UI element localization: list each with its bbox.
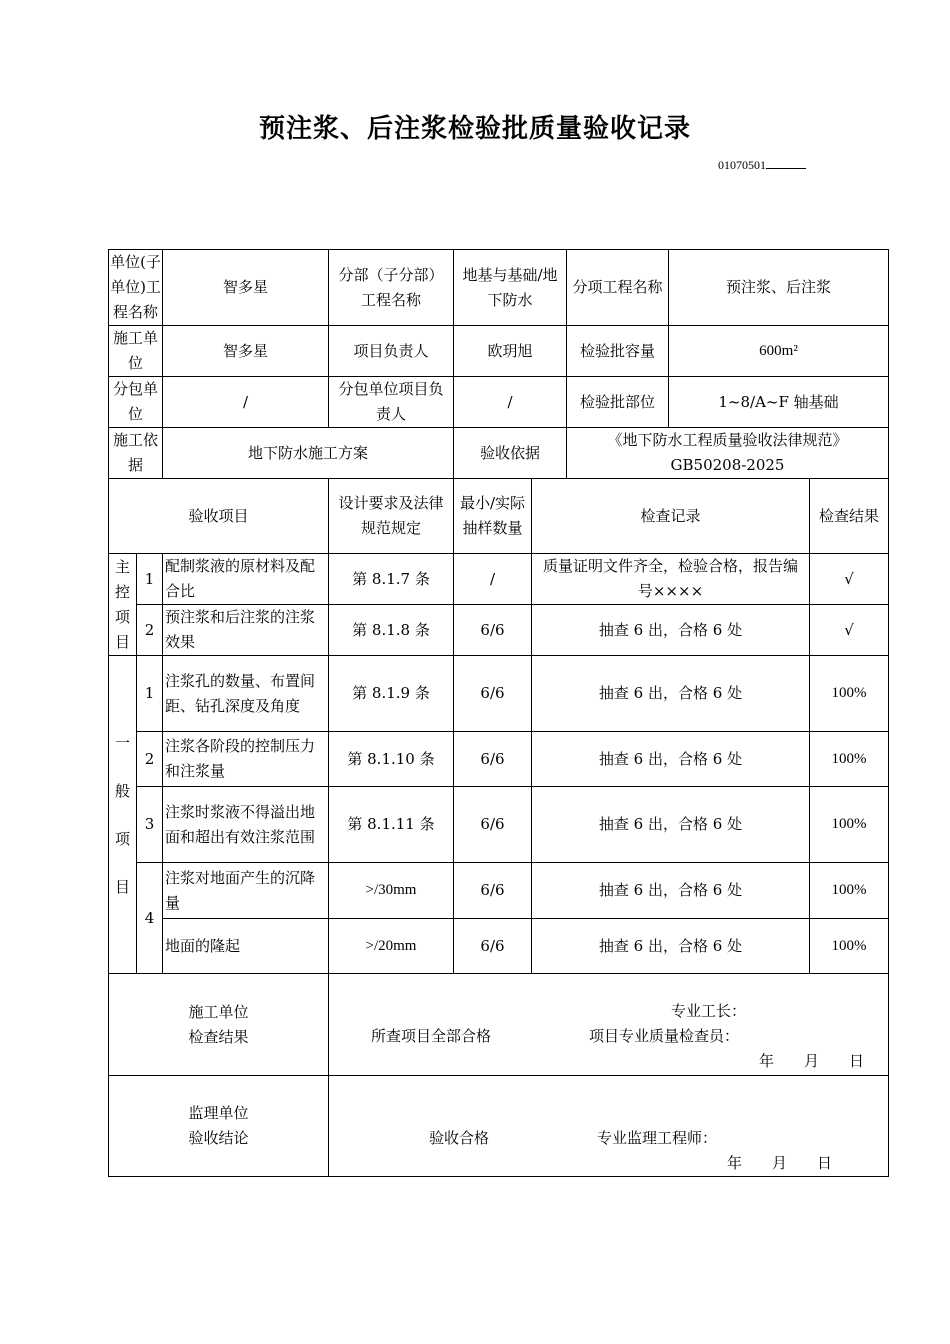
contractor-check-label-line: 施工单位 — [188, 1002, 249, 1021]
batch-location-value: 1~8/A~F 轴基础 — [669, 377, 889, 428]
item-number: 2 — [137, 605, 163, 656]
general-group-char: 一 — [114, 733, 130, 752]
project-manager-value: 欧玥旭 — [454, 326, 567, 377]
main-group-char: 主 — [114, 557, 130, 576]
item-number: 1 — [137, 656, 163, 732]
general-item-row — [109, 787, 889, 863]
item-sample: 6/6 — [454, 787, 532, 863]
foreman-signature-label: 专业工长： — [671, 1002, 747, 1020]
col-result-header: 检查结果 — [810, 479, 889, 554]
item-name: 注浆对地面产生的沉降量 — [163, 863, 329, 919]
contractor-check-date: 年 月 日 — [759, 1052, 865, 1070]
col-requirement-header: 设计要求及法律规范规定 — [329, 479, 454, 554]
item-sample: 6/6 — [454, 863, 532, 919]
item-result: 100% — [810, 787, 889, 863]
col-sample-header: 最小/实际抽样数量 — [454, 479, 532, 554]
contractor-label: 施工单位 — [109, 326, 163, 377]
item-requirement: 第 8.1.7 条 — [329, 554, 454, 605]
supervisor-check-body — [329, 1076, 889, 1177]
contractor-check-row — [109, 974, 889, 1076]
header-row-3 — [109, 377, 889, 428]
item-result: 100% — [810, 919, 889, 974]
item-requirement: 第 8.1.8 条 — [329, 605, 454, 656]
item-record: 抽查 6 出，合格 6 处 — [532, 732, 810, 787]
item-result: 100% — [810, 863, 889, 919]
sub-division-label: 分部（子分部）工程名称 — [329, 250, 454, 326]
general-item-row — [109, 656, 889, 732]
sub-manager-label: 分包单位项目负责人 — [329, 377, 454, 428]
header-row-2 — [109, 326, 889, 377]
item-name: 注浆孔的数量、布置间距、钻孔深度及角度 — [163, 656, 329, 732]
col-item-header: 验收项目 — [109, 479, 329, 554]
quality-inspector-signature-label: 项目专业质量检查员： — [589, 1027, 740, 1045]
sub-item-value: 预注浆、后注浆 — [669, 250, 889, 326]
general-group-char: 般 — [114, 781, 130, 800]
item-sample: / — [454, 554, 532, 605]
project-manager-label: 项目负责人 — [329, 326, 454, 377]
supervisor-check-label-line: 验收结论 — [188, 1129, 249, 1147]
main-group-char: 项 — [114, 607, 130, 626]
column-header-row — [109, 479, 889, 554]
item-number: 4 — [137, 863, 163, 974]
header-row-1 — [109, 250, 889, 326]
form-code-number: 01070501 — [718, 158, 766, 172]
item-requirement: 第 8.1.11 条 — [329, 787, 454, 863]
item-record: 抽查 6 出，合格 6 处 — [532, 863, 810, 919]
item-result: √ — [810, 605, 889, 656]
general-group-char: 目 — [114, 877, 130, 896]
form-code — [718, 158, 806, 173]
item-number: 1 — [137, 554, 163, 605]
main-group-label — [109, 554, 137, 656]
page-title: 预注浆、后注浆检验批质量验收记录 — [258, 114, 691, 144]
item-requirement: 第 8.1.9 条 — [329, 656, 454, 732]
supervisor-check-date: 年 月 日 — [727, 1154, 833, 1172]
unit-project-value: 智多星 — [163, 250, 329, 326]
supervisor-check-label — [109, 1076, 329, 1177]
sub-manager-value: / — [454, 377, 567, 428]
main-item-row — [109, 605, 889, 656]
item-record: 抽查 6 出，合格 6 处 — [532, 787, 810, 863]
form-code-blank — [766, 159, 806, 169]
construction-basis-label: 施工依据 — [109, 428, 163, 479]
acceptance-basis-label: 验收依据 — [454, 428, 567, 479]
batch-capacity-value: 600m² — [669, 326, 889, 377]
main-group-char: 目 — [114, 632, 130, 651]
contractor-conclusion: 所查项目全部合格 — [371, 1027, 492, 1045]
acceptance-basis-value: 《地下防水工程质量验收法律规范》GB50208-2025 — [567, 428, 889, 479]
contractor-value: 智多星 — [163, 326, 329, 377]
general-group-label — [109, 656, 137, 974]
item-result: √ — [810, 554, 889, 605]
item-name: 配制浆液的原材料及配合比 — [163, 554, 329, 605]
item-name: 注浆时浆液不得溢出地面和超出有效注浆范围 — [163, 787, 329, 863]
item-number: 2 — [137, 732, 163, 787]
unit-project-label: 单位(子单位)工程名称 — [109, 250, 163, 326]
item-number: 3 — [137, 787, 163, 863]
item-requirement: >/30mm — [329, 863, 454, 919]
contractor-check-label-line: 检查结果 — [188, 1027, 249, 1046]
supervisor-conclusion: 验收合格 — [429, 1129, 490, 1147]
item-result: 100% — [810, 656, 889, 732]
supervising-engineer-signature-label: 专业监理工程师： — [597, 1129, 718, 1147]
item-sample: 6/6 — [454, 732, 532, 787]
main-group-char: 控 — [114, 582, 130, 601]
item-record: 抽查 6 出，合格 6 处 — [532, 919, 810, 974]
acceptance-form-table — [108, 249, 889, 1177]
item-requirement: 第 8.1.10 条 — [329, 732, 454, 787]
item-record: 抽查 6 出，合格 6 处 — [532, 605, 810, 656]
item-name: 预注浆和后注浆的注浆效果 — [163, 605, 329, 656]
sub-division-value: 地基与基础/地下防水 — [454, 250, 567, 326]
item-name: 注浆各阶段的控制压力和注浆量 — [163, 732, 329, 787]
item-sample: 6/6 — [454, 919, 532, 974]
header-row-4 — [109, 428, 889, 479]
batch-capacity-label: 检验批容量 — [567, 326, 669, 377]
item-record: 质量证明文件齐全，检验合格，报告编号×××× — [532, 554, 810, 605]
item-requirement: >/20mm — [329, 919, 454, 974]
supervisor-check-row — [109, 1076, 889, 1177]
general-item-row — [109, 919, 889, 974]
subcontractor-label: 分包单位 — [109, 377, 163, 428]
contractor-check-body — [329, 974, 889, 1076]
item-sample: 6/6 — [454, 656, 532, 732]
item-sample: 6/6 — [454, 605, 532, 656]
contractor-check-label — [109, 974, 329, 1076]
batch-location-label: 检验批部位 — [567, 377, 669, 428]
subcontractor-value: / — [163, 377, 329, 428]
main-item-row — [109, 554, 889, 605]
general-item-row — [109, 732, 889, 787]
item-result: 100% — [810, 732, 889, 787]
general-item-row — [109, 863, 889, 919]
col-record-header: 检查记录 — [532, 479, 810, 554]
supervisor-check-label-line: 监理单位 — [188, 1104, 249, 1122]
item-name: 地面的隆起 — [163, 919, 329, 974]
general-group-char: 项 — [114, 829, 130, 848]
item-record: 抽查 6 出，合格 6 处 — [532, 656, 810, 732]
construction-basis-value: 地下防水施工方案 — [163, 428, 454, 479]
sub-item-label: 分项工程名称 — [567, 250, 669, 326]
